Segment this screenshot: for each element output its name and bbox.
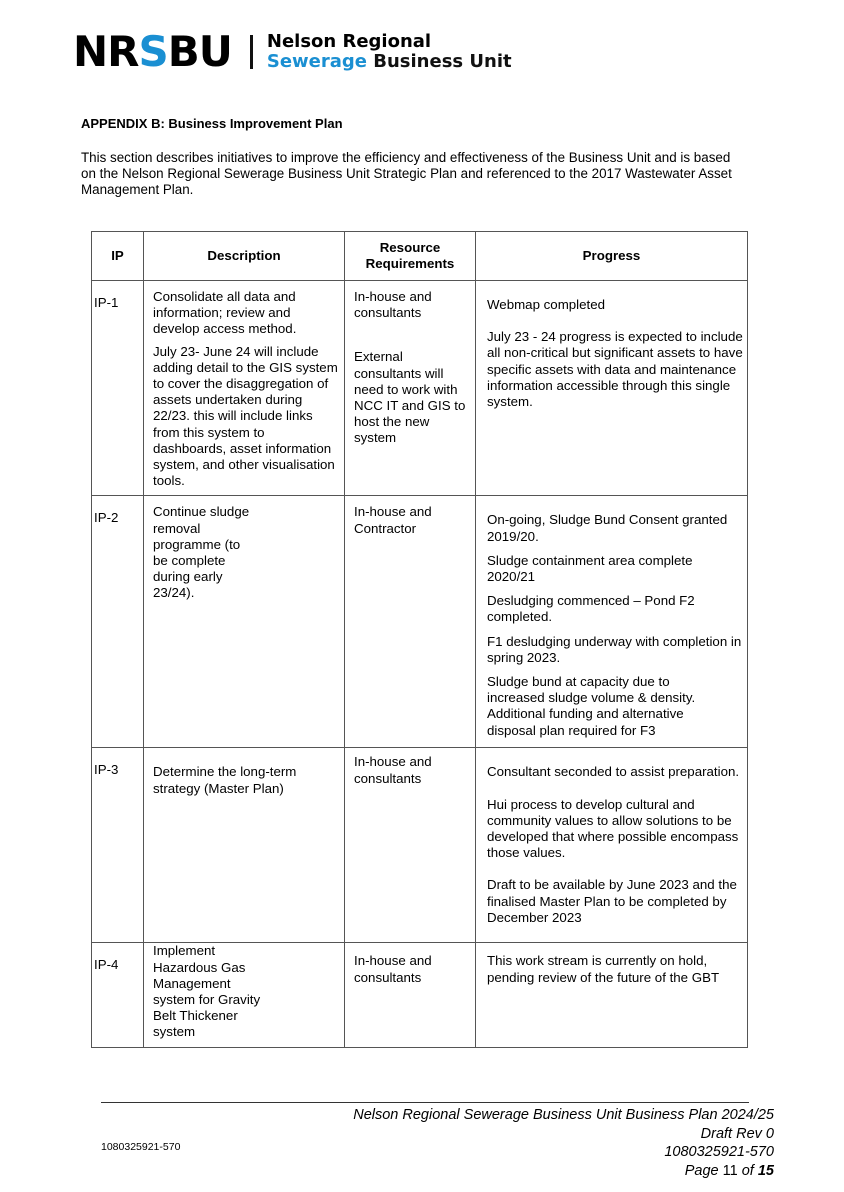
appendix-heading: APPENDIX B: Business Improvement Plan bbox=[81, 116, 343, 131]
resources-cell bbox=[345, 748, 476, 943]
progress-cell bbox=[476, 281, 748, 496]
progress-text: This work stream is currently on hold, pending review of the future of the GBT bbox=[487, 953, 720, 985]
logo-line2-part2: Business Unit bbox=[367, 51, 512, 72]
progress-text: July 23 - 24 progress is expected to include all non-critical but significant assets to have specific assets with data and maintenance information accessible through this single system. bbox=[487, 329, 743, 410]
progress-cell bbox=[476, 748, 748, 943]
header-resources-label: Resource Requirements bbox=[365, 240, 455, 271]
description-cell bbox=[144, 943, 345, 1047]
header-ip: IP bbox=[92, 232, 144, 281]
progress-text: Sludge containment area complete 2020/21 bbox=[487, 552, 693, 585]
table-header-row bbox=[92, 232, 748, 281]
logo-text bbox=[267, 32, 512, 72]
ip-cell bbox=[92, 281, 144, 496]
footer-doc-id: 1080325921-570 bbox=[664, 1144, 774, 1161]
table-row bbox=[92, 496, 748, 748]
description-text: July 23- June 24 will include adding detail to the GIS system to cover the disaggregation of assets undertaken during 22/23. this will include links from this system to dashboards, asset information system, and other visualisation tools. bbox=[153, 343, 338, 489]
ip-cell bbox=[92, 496, 144, 748]
logo-wordmark bbox=[73, 27, 232, 76]
footer-draft: Draft Rev 0 bbox=[700, 1125, 774, 1142]
nrsbu-logo bbox=[73, 29, 512, 75]
improvement-plan-table bbox=[91, 231, 748, 1048]
ip-label: IP-3 bbox=[94, 762, 119, 778]
logo-line2 bbox=[267, 52, 512, 72]
progress-text: Draft to be available by June 2023 and the finalised Master Plan to be completed by December 2023 bbox=[487, 877, 737, 925]
progress-text: Consultant seconded to assist preparation. bbox=[487, 764, 740, 780]
progress-cell bbox=[476, 943, 748, 1047]
page-total: 15 bbox=[757, 1162, 774, 1179]
ip-cell bbox=[92, 943, 144, 1047]
logo-mark-part2: S bbox=[138, 27, 168, 76]
description-text: Determine the long-term strategy (Master Plan) bbox=[153, 764, 297, 796]
logo-line1: Nelson Regional bbox=[266, 31, 432, 52]
footer-info bbox=[353, 1106, 774, 1180]
resources-text: In-house and Contractor bbox=[354, 504, 432, 536]
table-row bbox=[92, 943, 748, 1047]
footer-title: Nelson Regional Sewerage Business Unit Business Plan 2024/25 bbox=[353, 1107, 774, 1123]
header-description: Description bbox=[144, 232, 345, 281]
ip-label: IP-2 bbox=[94, 510, 119, 526]
description-text: Consolidate all data and information; review and develop access method. bbox=[153, 289, 297, 337]
resources-cell bbox=[345, 281, 476, 496]
resources-text: In-house and consultants bbox=[354, 289, 432, 321]
description-cell bbox=[144, 496, 345, 748]
description-text: Continue sludge removal programme (to be complete during early 23/24). bbox=[153, 504, 250, 601]
description-cell bbox=[144, 281, 345, 496]
logo-mark-part3: BU bbox=[167, 27, 232, 76]
footer-page-number bbox=[353, 1162, 774, 1181]
page-of: of bbox=[737, 1162, 758, 1179]
intro-paragraph: This section describes initiatives to improve the efficiency and effectiveness of the Business Unit and is based on the Nelson Regional Sewerage Business Unit Strategic Plan and referenced to the 2017 Wastewater Asset Management Plan. bbox=[81, 150, 732, 198]
table-row bbox=[92, 281, 748, 496]
description-text: Implement Hazardous Gas Management system for Gravity Belt Thickener system bbox=[153, 943, 261, 1040]
ip-cell bbox=[92, 748, 144, 943]
page-prefix: Page bbox=[684, 1162, 723, 1179]
header-resources bbox=[345, 232, 476, 281]
ip-label: IP-1 bbox=[94, 295, 119, 310]
progress-text: On-going, Sludge Bund Consent granted 2019/20. bbox=[487, 512, 728, 544]
progress-text: Hui process to develop cultural and community values to allow solutions to be developed that where possible encompass those values. bbox=[487, 796, 739, 861]
table-row bbox=[92, 748, 748, 943]
footer-divider bbox=[101, 1102, 749, 1103]
footer-left-id: 1080325921-570 bbox=[101, 1141, 181, 1153]
progress-cell bbox=[476, 496, 748, 748]
header-progress: Progress bbox=[476, 232, 748, 281]
resources-cell bbox=[345, 496, 476, 748]
progress-text: Webmap completed bbox=[487, 297, 606, 312]
resources-cell bbox=[345, 943, 476, 1047]
resources-text: In-house and consultants bbox=[354, 953, 432, 985]
progress-text: F1 desludging underway with completion in spring 2023. bbox=[487, 633, 742, 665]
logo-mark-part1: NR bbox=[73, 27, 139, 76]
logo-divider bbox=[250, 35, 253, 69]
resources-text: In-house and consultants bbox=[354, 754, 432, 786]
progress-text: Desludging commenced – Pond F2 completed. bbox=[487, 593, 695, 625]
ip-label: IP-4 bbox=[94, 957, 119, 973]
progress-text: Sludge bund at capacity due to increased sludge volume & density. Additional funding and alternative disposal plan required for F3 bbox=[487, 674, 696, 738]
description-cell bbox=[144, 748, 345, 943]
page-num: 11 bbox=[722, 1162, 738, 1179]
logo-line2-part1: Sewerage bbox=[266, 51, 367, 72]
resources-text: External consultants will need to work with NCC IT and GIS to host the new system bbox=[354, 349, 466, 446]
